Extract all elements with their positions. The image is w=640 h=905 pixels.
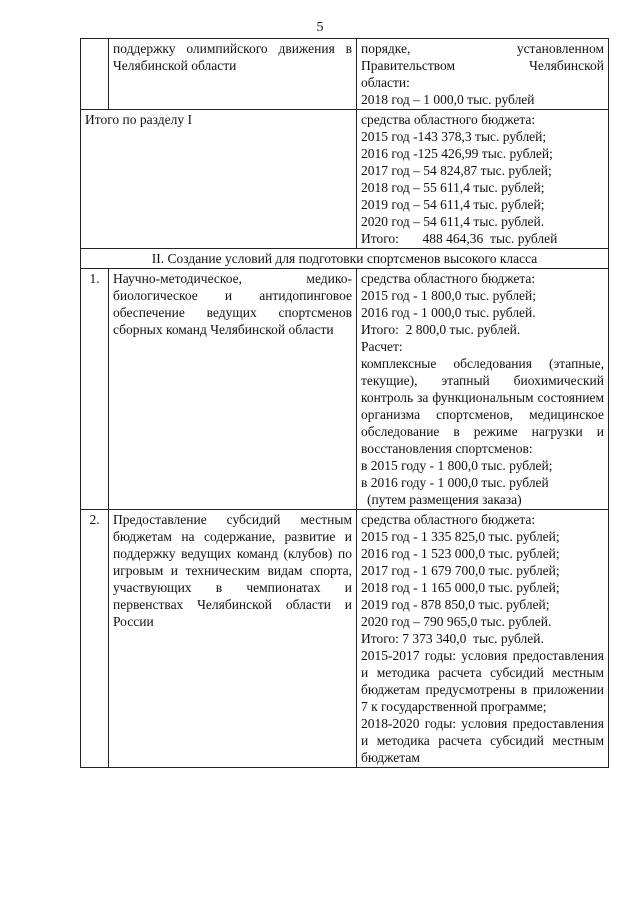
funding-line: 2017 год – 54 824,87 тыс. рублей; <box>361 163 552 178</box>
measure-name-cell: поддержку олимпийского движения в Челябинской области <box>109 39 357 110</box>
funding-paragraph: 2018-2020 годы: условия предоставления и методика расчета субсидий местным бюджетам <box>361 716 604 765</box>
funding-line: Итого: 488 464,36 тыс. рублей <box>361 231 558 246</box>
row-number-cell <box>81 39 109 110</box>
funding-line: Расчет: <box>361 339 403 354</box>
funding-line: Итого: 7 373 340,0 тыс. рублей. <box>361 631 544 646</box>
funding-cell <box>357 110 609 249</box>
funding-line: 2015 год - 1 800,0 тыс. рублей; <box>361 288 537 303</box>
funding-cell <box>357 510 609 768</box>
funding-cell <box>357 269 609 510</box>
funding-line: 2020 год – 54 611,4 тыс. рублей. <box>361 214 545 229</box>
funding-line: в 2015 году - 1 800,0 тыс. рублей; <box>361 458 553 473</box>
measure-name-cell: Предоставление субсидий местным бюджетам на содержание, развитие и поддержку ведущих команд (клубов) по игровым и техническим видам спорта, участвующих в чемпионатах и первенствах Челябинской области и России <box>109 510 357 768</box>
table-row <box>81 269 609 510</box>
section-header-row <box>81 249 609 269</box>
funding-line: 2018 год – 1 000,0 тыс. рублей <box>361 92 535 107</box>
funding-line: порядке, установленном <box>361 41 604 56</box>
funding-line: в 2016 году - 1 000,0 тыс. рублей <box>361 475 549 490</box>
row-number-cell: 1. <box>81 269 109 510</box>
funding-paragraph: 2015-2017 годы: условия предоставления и методика расчета субсидий местным бюджетам предусмотрены в приложении 7 к государственной программе; <box>361 648 604 714</box>
row-number-cell: 2. <box>81 510 109 768</box>
table-row <box>81 510 609 768</box>
funding-line: 2015 год -143 378,3 тыс. рублей; <box>361 129 547 144</box>
funding-line: области: <box>361 75 410 90</box>
funding-line: 2017 год - 1 679 700,0 тыс. рублей; <box>361 563 560 578</box>
funding-line: средства областного бюджета: <box>361 271 536 286</box>
funding-line: 2018 год - 1 165 000,0 тыс. рублей; <box>361 580 560 595</box>
funding-line: 2015 год - 1 335 825,0 тыс. рублей; <box>361 529 560 544</box>
funding-line: 2018 год – 55 611,4 тыс. рублей; <box>361 180 545 195</box>
funding-line: (путем размещения заказа) <box>367 492 522 507</box>
funding-line: 2019 год - 878 850,0 тыс. рублей; <box>361 597 550 612</box>
page-number: 5 <box>316 20 324 35</box>
section-header: II. Создание условий для подготовки спортсменов высокого класса <box>81 249 609 269</box>
funding-line: 2020 год – 790 965,0 тыс. рублей. <box>361 614 552 629</box>
table-row-continuation <box>81 39 609 110</box>
measure-name-cell: Научно-методическое, медико-биологическое и антидопинговое обеспечение ведущих спортсменов сборных команд Челябинской области <box>109 269 357 510</box>
funding-line: средства областного бюджета: <box>361 512 536 527</box>
funding-cell <box>357 39 609 110</box>
program-table <box>80 38 609 768</box>
funding-line: 2016 год - 1 000,0 тыс. рублей. <box>361 305 536 320</box>
section-total-row <box>81 110 609 249</box>
funding-line: средства областного бюджета: <box>361 112 536 127</box>
funding-paragraph: комплексные обследования (этапные, текущие), этапный биохимический контроль за функциональным состоянием организма спортсменов, медицинское обследование в режиме нагрузки и восстановления спортсменов: <box>361 356 604 456</box>
funding-line: Итого: 2 800,0 тыс. рублей. <box>361 322 521 337</box>
section-total-label: Итого по разделу I <box>81 110 357 249</box>
funding-line: Правительством Челябинской <box>361 58 604 73</box>
funding-line: 2016 год - 1 523 000,0 тыс. рублей; <box>361 546 560 561</box>
funding-line: 2019 год – 54 611,4 тыс. рублей; <box>361 197 545 212</box>
funding-line: 2016 год -125 426,99 тыс. рублей; <box>361 146 553 161</box>
